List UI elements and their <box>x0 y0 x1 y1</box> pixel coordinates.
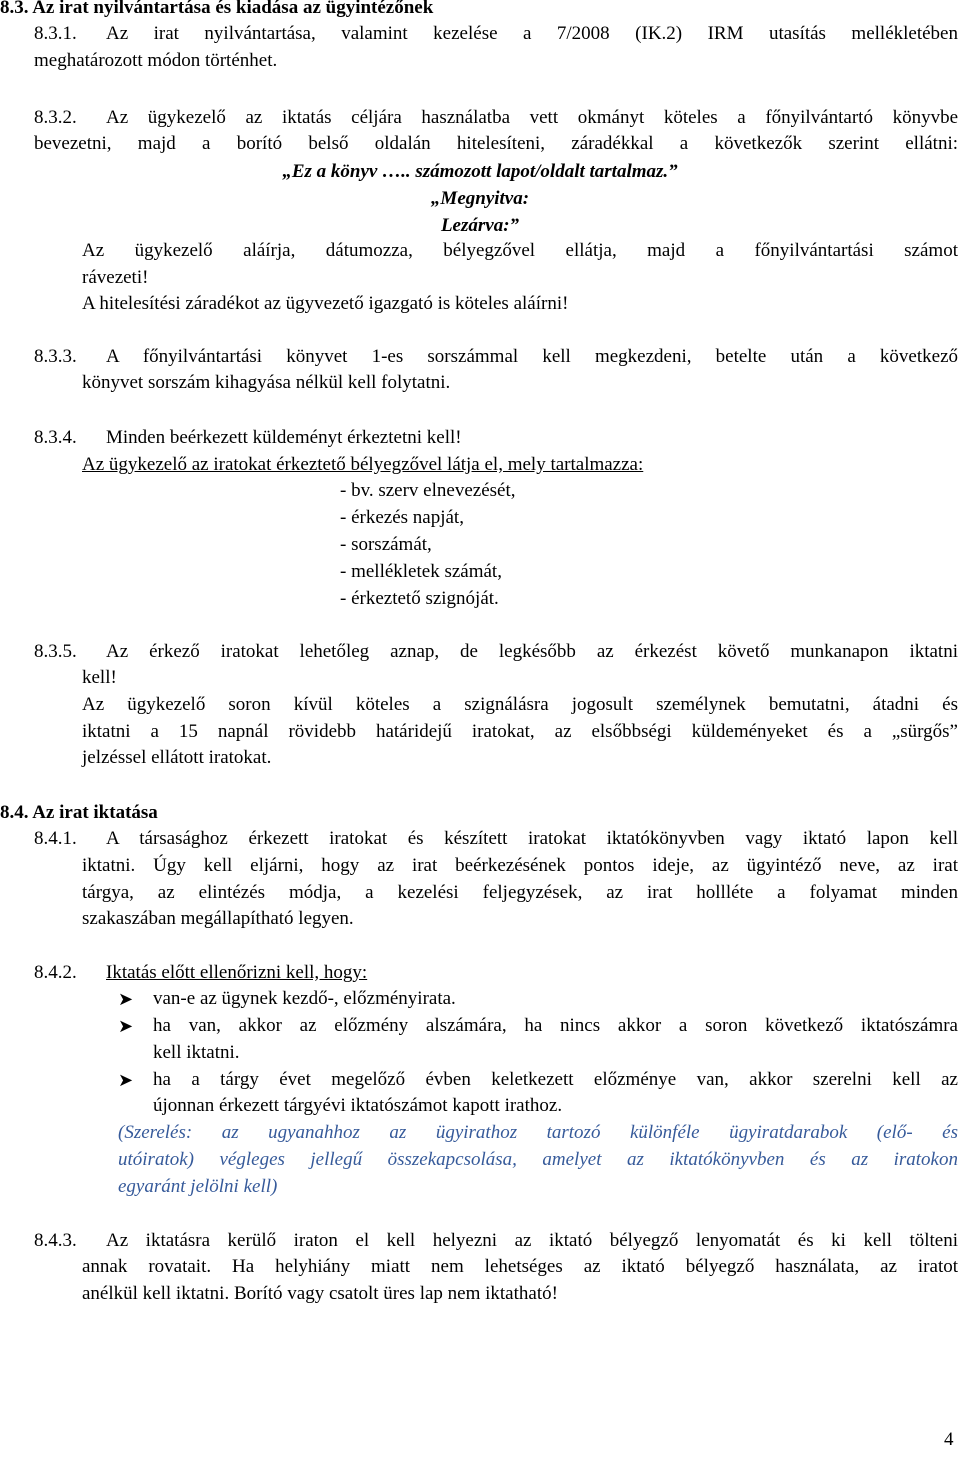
paragraph-line: Az érkező iratokat lehetőleg aznap, de legkésőbb az érkezést követő munkanapon iktatni <box>106 641 958 662</box>
paragraph-number: 8.4.2. <box>34 962 77 983</box>
bullet-item-line: van-e az ügynek kezdő-, előzményirata. <box>153 988 456 1009</box>
paragraph-line: Az irat nyilvántartása, valamint kezelése a 7/2008 (IK.2) IRM utasítás mellékletében <box>106 23 958 44</box>
list-item: - bv. szerv elnevezését, <box>340 480 516 501</box>
paragraph-number: 8.3.2. <box>34 107 77 128</box>
closing-clause-line: „Megnyitva: <box>430 188 530 209</box>
bullet-item-line: ha van, akkor az előzmény alszámára, ha nincs akkor a soron következő iktatószámra <box>153 1015 958 1036</box>
paragraph-line: meghatározott módon történhet. <box>34 50 278 71</box>
paragraph-line: iktatni a 15 napnál rövidebb határidejű iratokat, az elsőbbségi küldeményeket és a „sürgős” <box>82 721 958 742</box>
note-line: (Szerelés: az ugyanahhoz az ügyirathoz tartozó különféle ügyiratdarabok (elő- és <box>118 1122 958 1143</box>
note-line: egyaránt jelölni kell) <box>118 1176 278 1197</box>
paragraph-line: Iktatás előtt ellenőrizni kell, hogy: <box>106 962 368 983</box>
arrow-bullet-icon: ➤ <box>118 1016 134 1036</box>
arrow-bullet-icon: ➤ <box>118 989 134 1009</box>
list-item: - érkeztető szignóját. <box>340 588 499 609</box>
paragraph-line: jelzéssel ellátott iratokat. <box>82 747 272 768</box>
paragraph-line: A főnyilvántartási könyvet 1-es sorszámmal kell megkezdeni, betelte után a következő <box>106 346 958 367</box>
paragraph-line: A hitelesítési záradékot az ügyvezető igazgató is köteles aláírni! <box>82 293 569 314</box>
closing-clause-line: Lezárva:” <box>440 215 520 236</box>
paragraph-line: A társasághoz érkezett iratokat és készített iratokat iktatókönyvben vagy iktató lapon kell <box>106 828 958 849</box>
bullet-item-line: ha a tárgy évet megelőző évben keletkezett előzménye van, akkor szerelni kell az <box>153 1069 958 1090</box>
paragraph-line: Minden beérkezett küldeményt érkeztetni kell! <box>106 427 462 448</box>
paragraph-line: Az ügykezelő soron kívül köteles a szignálásra jogosult személynek bemutatni, átadni és <box>82 694 958 715</box>
paragraph-number: 8.3.4. <box>34 427 77 448</box>
paragraph-line: iktatni. Úgy kell eljárni, hogy az irat beérkezésének pontos ideje, az ügyintéző neve, az irat <box>82 855 958 876</box>
note-line: utóiratok) végleges jellegű összekapcsolása, amelyet az iktatókönyvben és az iratokon <box>118 1149 958 1170</box>
bullet-item-line: újonnan érkezett tárgyévi iktatószámot kapott irathoz. <box>153 1095 563 1116</box>
paragraph-line: kell! <box>82 667 117 688</box>
page-number: 4 <box>944 1429 954 1450</box>
paragraph-line: könyvet sorszám kihagyása nélkül kell folytatni. <box>82 372 451 393</box>
paragraph-number: 8.3.1. <box>34 23 77 44</box>
paragraph-number: 8.4.3. <box>34 1230 77 1251</box>
paragraph-line: annak rovatait. Ha helyhiány miatt nem lehetséges az iktató bélyegző használata, az iratot <box>82 1256 958 1277</box>
list-item: - mellékletek számát, <box>340 561 502 582</box>
paragraph-line: tárgya, az elintézés módja, a kezelési feljegyzések, az irat hollléte a folyamat minden <box>82 882 958 903</box>
paragraph-line: szakaszában megállapítható legyen. <box>82 908 354 929</box>
paragraph-number: 8.3.3. <box>34 346 77 367</box>
section-heading-8-3: 8.3. Az irat nyilvántartása és kiadása az ügyintézőnek <box>0 0 434 18</box>
arrow-bullet-icon: ➤ <box>118 1070 134 1090</box>
list-item: - sorszámát, <box>340 534 432 555</box>
closing-clause-line: „Ez a könyv ….. számozott lapot/oldalt tartalmaz.” <box>282 161 678 182</box>
paragraph-line: Az ügykezelő az iktatás céljára használatba vett okmányt köteles a főnyilvántartó könyvbe <box>106 107 958 128</box>
paragraph-number: 8.3.5. <box>34 641 77 662</box>
paragraph-line: anélkül kell iktatni. Borító vagy csatolt üres lap nem iktatható! <box>82 1283 558 1304</box>
bullet-item-line: kell iktatni. <box>153 1042 240 1063</box>
paragraph-number: 8.4.1. <box>34 828 77 849</box>
paragraph-line: Az ügykezelő az iratokat érkeztető bélyegzővel látja el, mely tartalmazza: <box>82 454 644 475</box>
paragraph-line: Az iktatásra kerülő iraton el kell helyezni az iktató bélyegző lenyomatát és ki kell tölteni <box>106 1230 958 1251</box>
paragraph-line: rávezeti! <box>82 267 149 288</box>
list-item: - érkezés napját, <box>340 507 464 528</box>
paragraph-line: Az ügykezelő aláírja, dátumozza, bélyegzővel ellátja, majd a főnyilvántartási számot <box>82 240 958 261</box>
section-heading-8-4: 8.4. Az irat iktatása <box>0 802 158 823</box>
paragraph-line: bevezetni, majd a borító belső oldalán hitelesíteni, záradékkal a következők szerint ellátni: <box>34 133 958 154</box>
